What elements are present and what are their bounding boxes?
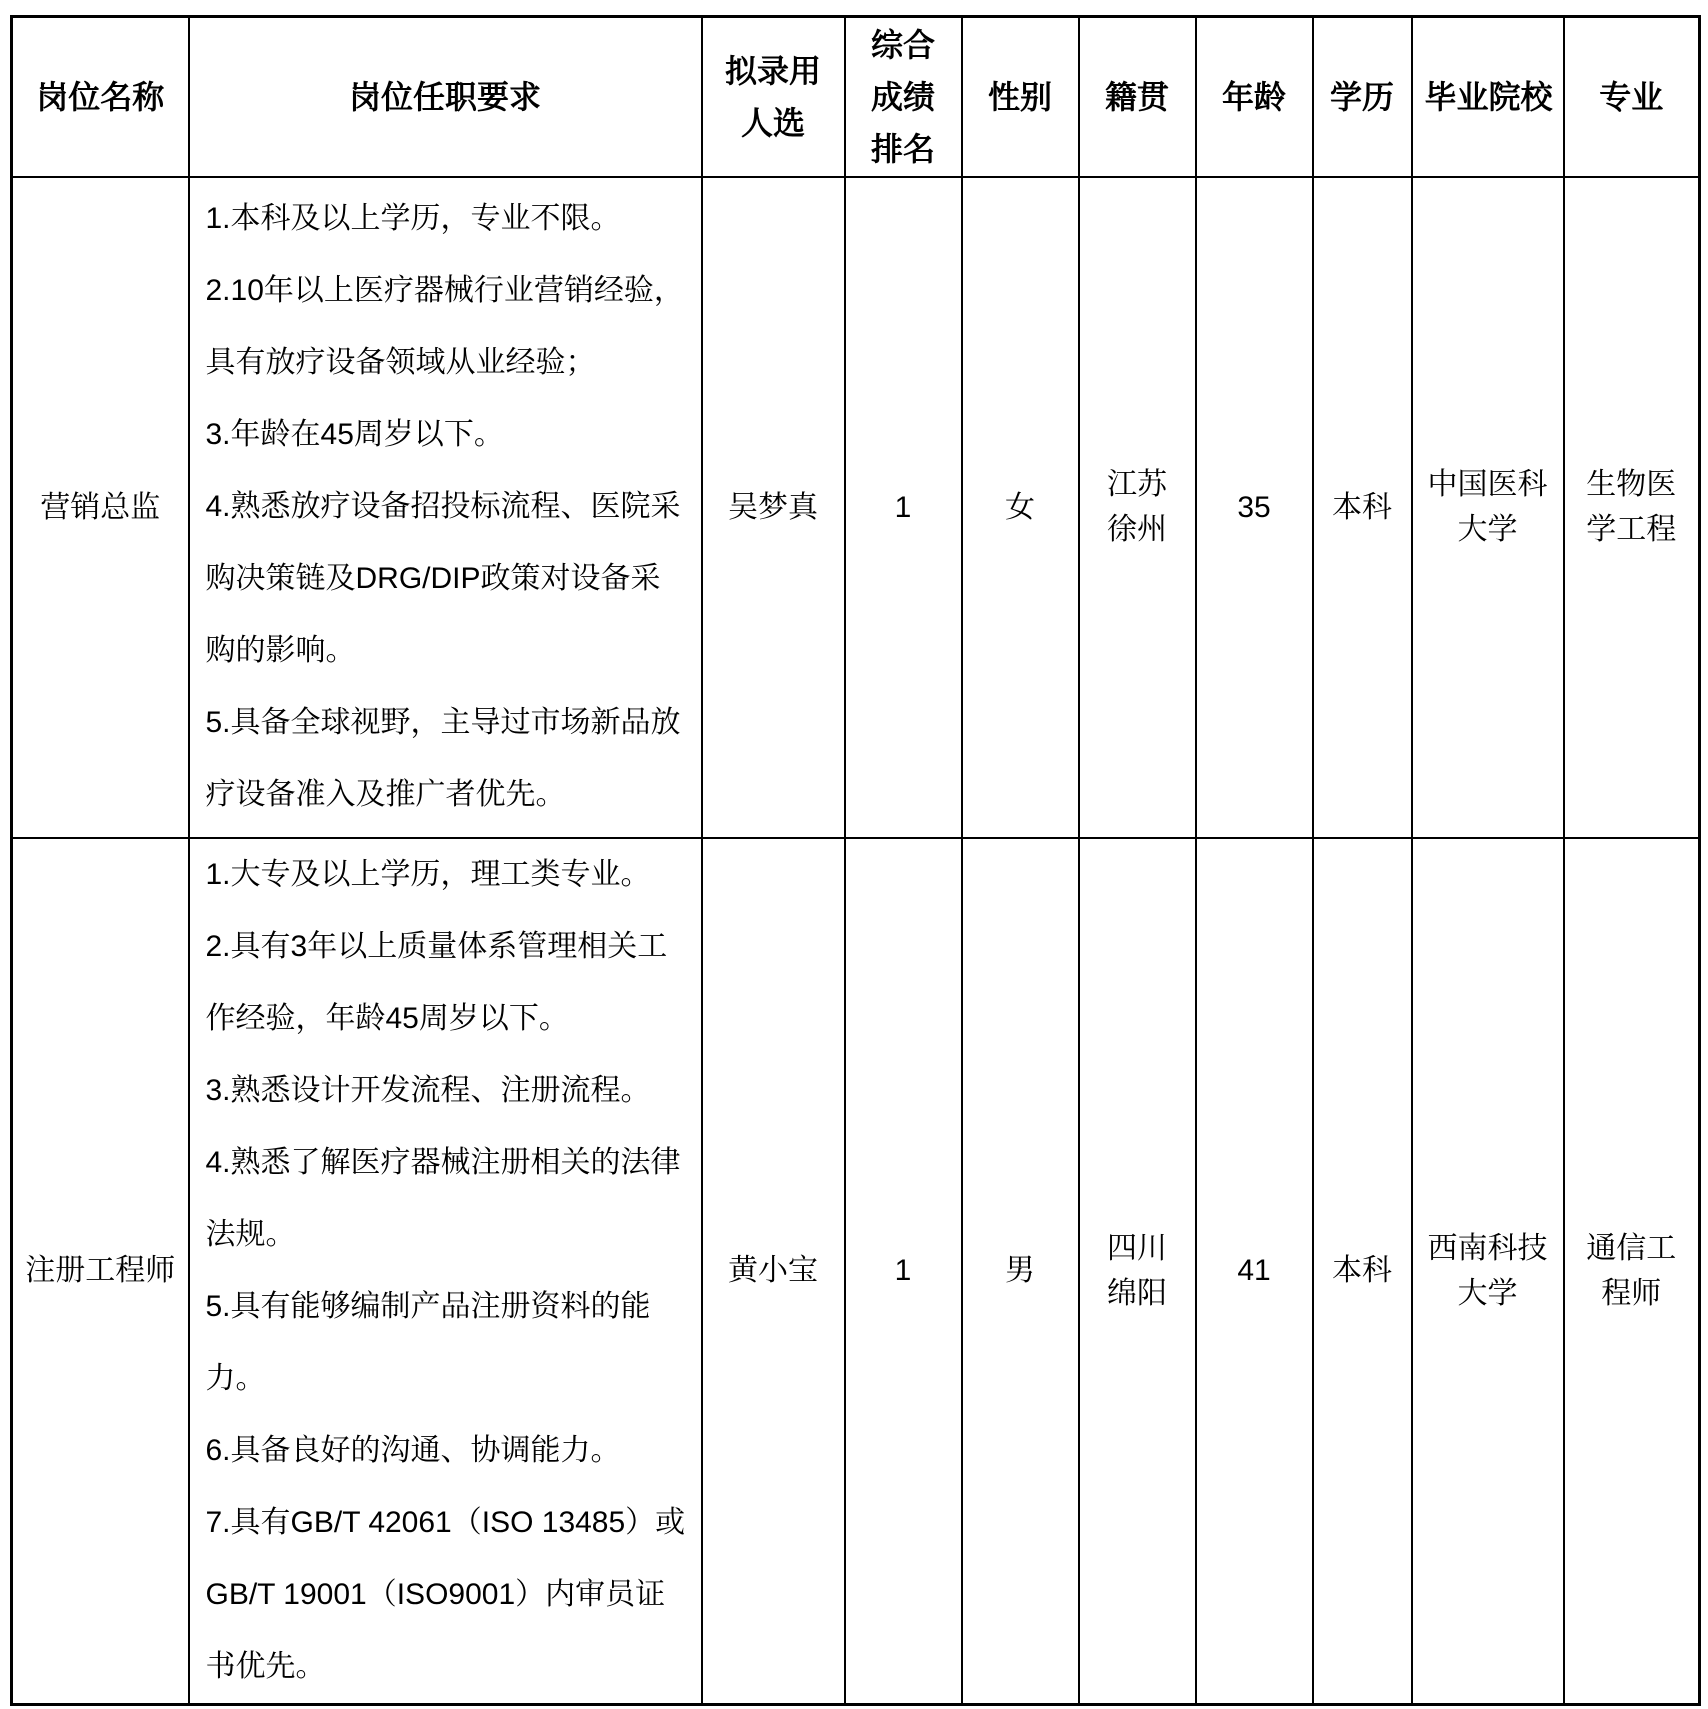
native-place-cell: 江苏徐州	[1079, 177, 1196, 838]
requirement-item: 5.具有能够编制产品注册资料的能力。	[205, 1289, 651, 1395]
age-cell: 41	[1196, 838, 1313, 1705]
table-row	[12, 838, 1700, 1705]
major-cell: 通信工程师	[1564, 838, 1700, 1705]
requirements-cell	[189, 177, 702, 838]
native-place-cell: 四川绵阳	[1079, 838, 1196, 1705]
gender-cell: 女	[962, 177, 1079, 838]
column-header-major: 专业	[1564, 17, 1700, 177]
requirement-item: 5.具备全球视野，主导过市场新品放疗设备准入及推广者优先。	[205, 706, 681, 811]
column-header-school: 毕业院校	[1412, 17, 1564, 177]
requirement-item: 3.熟悉设计开发流程、注册流程。	[205, 1073, 651, 1107]
requirement-item: 1.本科及以上学历，专业不限。	[205, 202, 621, 235]
column-header-position: 岗位名称	[12, 17, 189, 177]
requirement-item: 4.熟悉放疗设备招投标流程、医院采购决策链及DRG/DIP政策对设备采购的影响。	[205, 490, 681, 667]
position-cell: 注册工程师	[12, 838, 189, 1705]
rank-cell: 1	[845, 177, 962, 838]
candidate-cell: 吴梦真	[702, 177, 845, 838]
school-cell: 西南科技大学	[1412, 838, 1564, 1705]
column-header-education: 学历	[1313, 17, 1412, 177]
rank-cell: 1	[845, 838, 962, 1705]
column-header-rank: 综合成绩排名	[845, 17, 962, 177]
requirement-item: 2.10年以上医疗器械行业营销经验，具有放疗设备领域从业经验；	[205, 274, 684, 379]
column-header-native-place: 籍贯	[1079, 17, 1196, 177]
header-row	[12, 17, 1700, 177]
column-header-gender: 性别	[962, 17, 1079, 177]
requirement-item: 1.大专及以上学历，理工类专业。	[205, 857, 651, 891]
table-row	[12, 177, 1700, 838]
requirement-item: 7.具有GB/T 42061（ISO 13485）或GB/T 19001（ISO9001）内审员证书优先。	[205, 1505, 686, 1683]
school-cell: 中国医科大学	[1412, 177, 1564, 838]
position-cell: 营销总监	[12, 177, 189, 838]
requirement-item: 2.具有3年以上质量体系管理相关工作经验，年龄45周岁以下。	[205, 929, 668, 1035]
education-cell: 本科	[1313, 177, 1412, 838]
requirement-item: 3.年龄在45周岁以下。	[205, 418, 504, 451]
column-header-requirements: 岗位任职要求	[189, 17, 702, 177]
requirement-item: 6.具备良好的沟通、协调能力。	[205, 1433, 621, 1467]
column-header-candidate: 拟录用人选	[702, 17, 845, 177]
candidate-cell: 黄小宝	[702, 838, 845, 1705]
gender-cell: 男	[962, 838, 1079, 1705]
column-header-age: 年龄	[1196, 17, 1313, 177]
education-cell: 本科	[1313, 838, 1412, 1705]
recruitment-result-table	[10, 15, 1701, 1706]
requirements-cell	[189, 838, 702, 1705]
requirement-item: 4.熟悉了解医疗器械注册相关的法律法规。	[205, 1145, 681, 1251]
age-cell: 35	[1196, 177, 1313, 838]
major-cell: 生物医学工程	[1564, 177, 1700, 838]
